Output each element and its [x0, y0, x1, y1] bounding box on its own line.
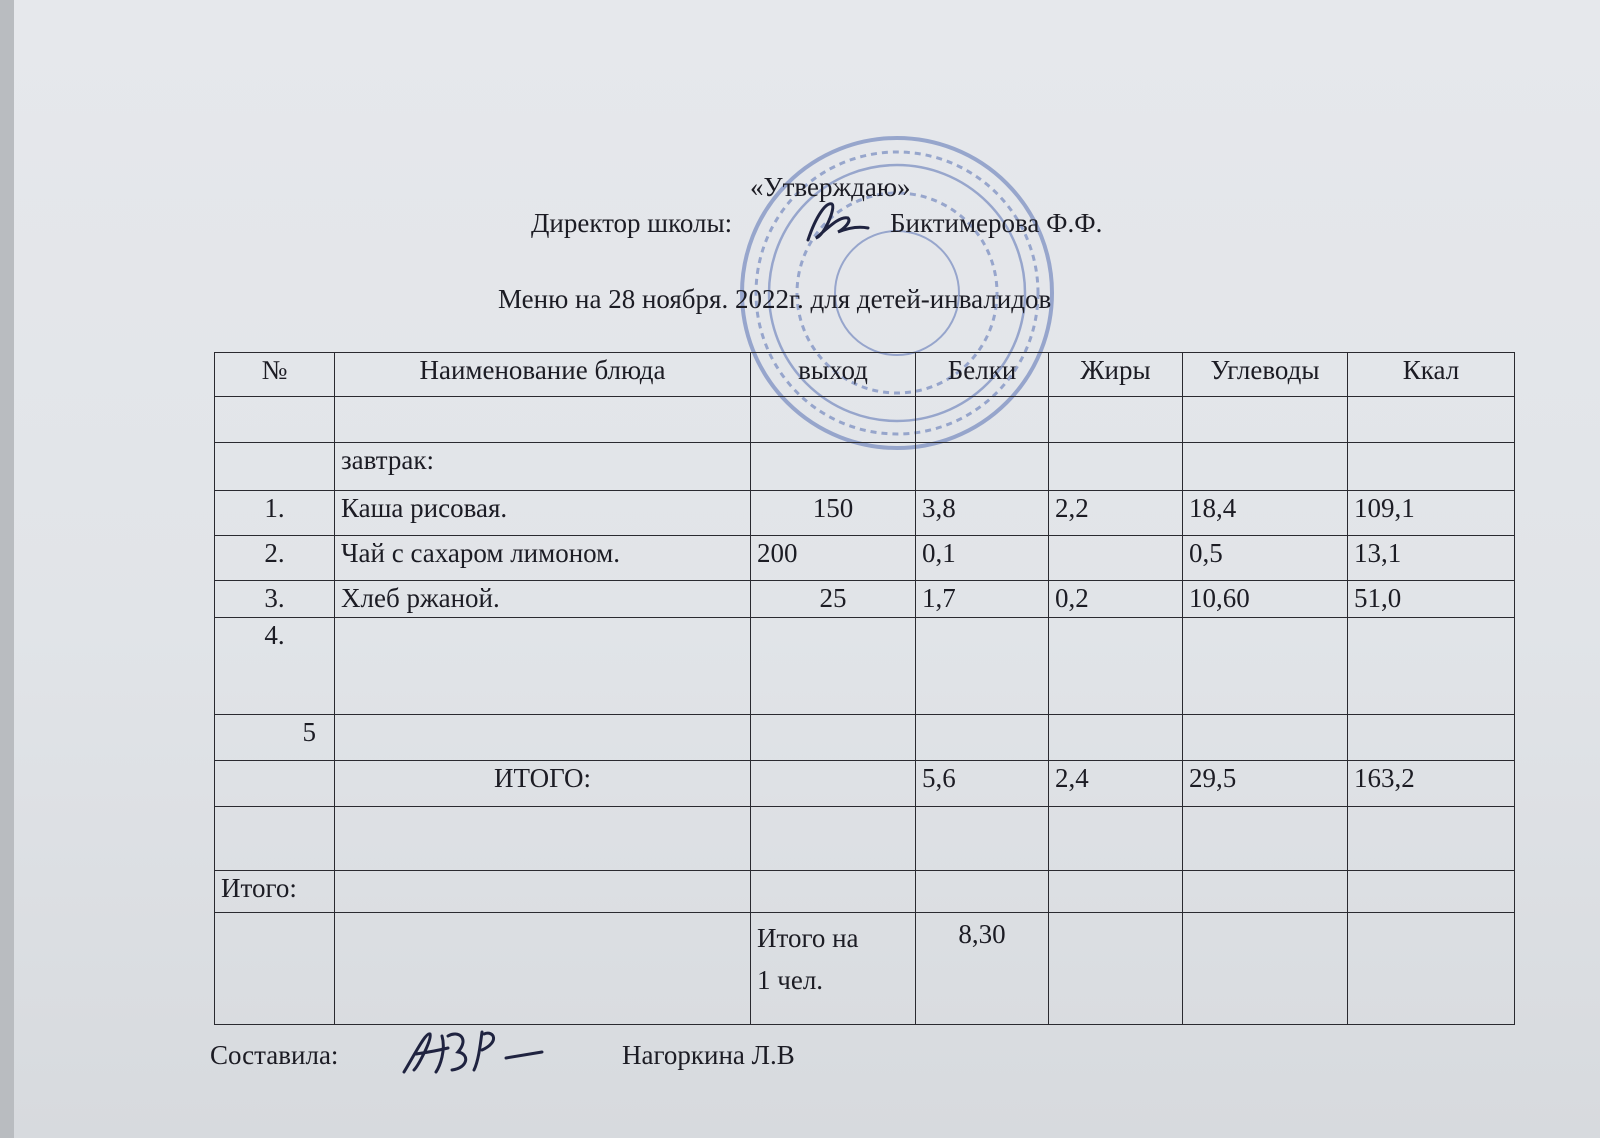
- table-row: [215, 715, 1515, 761]
- col-header-proteins: Белки: [916, 353, 1049, 397]
- per-person-value: 8,30: [916, 913, 1049, 1025]
- director-position: Директор школы:: [531, 208, 733, 238]
- dish-carbs: 10,60: [1183, 581, 1348, 618]
- dish-fats: 2,2: [1049, 491, 1183, 536]
- menu-table: [214, 352, 1515, 1025]
- dish-kcal: 109,1: [1348, 491, 1515, 536]
- table-header-row: [215, 353, 1515, 397]
- table-row: [215, 581, 1515, 618]
- total-kcal: 163,2: [1348, 761, 1515, 807]
- dish-name: Хлеб ржаной.: [335, 581, 751, 618]
- col-header-dish: Наименование блюда: [335, 353, 751, 397]
- col-header-kcal: Ккал: [1348, 353, 1515, 397]
- dish-name: Каша рисовая.: [335, 491, 751, 536]
- row-number: 2.: [215, 536, 335, 581]
- dish-kcal: 13,1: [1348, 536, 1515, 581]
- table-row: [215, 491, 1515, 536]
- director-name: Биктимерова Ф.Ф.: [890, 208, 1103, 238]
- compiler-signature: [396, 1022, 546, 1082]
- table-row: [215, 536, 1515, 581]
- dish-output: 200: [751, 536, 916, 581]
- total-row: [215, 761, 1515, 807]
- compiler-name: Нагоркина Л.В: [622, 1040, 795, 1070]
- total-carbs: 29,5: [1183, 761, 1348, 807]
- compiled-label: Составила:: [210, 1040, 339, 1070]
- menu-title: Меню на 28 ноября. 2022г. для детей-инвалидов: [498, 284, 1052, 314]
- dish-proteins: 3,8: [916, 491, 1049, 536]
- itogo-row: [215, 871, 1515, 913]
- per-person-label: [751, 913, 916, 1025]
- dish-fats: [1049, 536, 1183, 581]
- section-label: завтрак:: [335, 443, 751, 491]
- col-header-fats: Жиры: [1049, 353, 1183, 397]
- table-row: [215, 397, 1515, 443]
- col-header-carbs: Углеводы: [1183, 353, 1348, 397]
- paper-sheet: [14, 0, 1600, 1138]
- table-row: [215, 443, 1515, 491]
- dish-proteins: 1,7: [916, 581, 1049, 618]
- table-row: [215, 807, 1515, 871]
- dish-output: 25: [751, 581, 916, 618]
- dish-output: 150: [751, 491, 916, 536]
- dish-kcal: 51,0: [1348, 581, 1515, 618]
- row-number: 1.: [215, 491, 335, 536]
- total-fats: 2,4: [1049, 761, 1183, 807]
- col-header-number: №: [215, 353, 335, 397]
- dish-carbs: 18,4: [1183, 491, 1348, 536]
- row-number: 5: [215, 715, 335, 761]
- total-proteins: 5,6: [916, 761, 1049, 807]
- approval-title: «Утверждаю»: [750, 172, 911, 202]
- per-person-label-line1: Итого на: [757, 923, 859, 953]
- dish-name: Чай с сахаром лимоном.: [335, 536, 751, 581]
- row-number: 3.: [215, 581, 335, 618]
- director-signature: [802, 196, 872, 246]
- total-label: ИТОГО:: [335, 761, 751, 807]
- table-row: [215, 618, 1515, 715]
- dish-fats: 0,2: [1049, 581, 1183, 618]
- per-person-row: [215, 913, 1515, 1025]
- row-number: 4.: [215, 618, 335, 715]
- itogo-label: Итого:: [215, 871, 335, 913]
- dish-carbs: 0,5: [1183, 536, 1348, 581]
- per-person-label-line2: 1 чел.: [757, 965, 824, 995]
- dish-proteins: 0,1: [916, 536, 1049, 581]
- col-header-output: выход: [751, 353, 916, 397]
